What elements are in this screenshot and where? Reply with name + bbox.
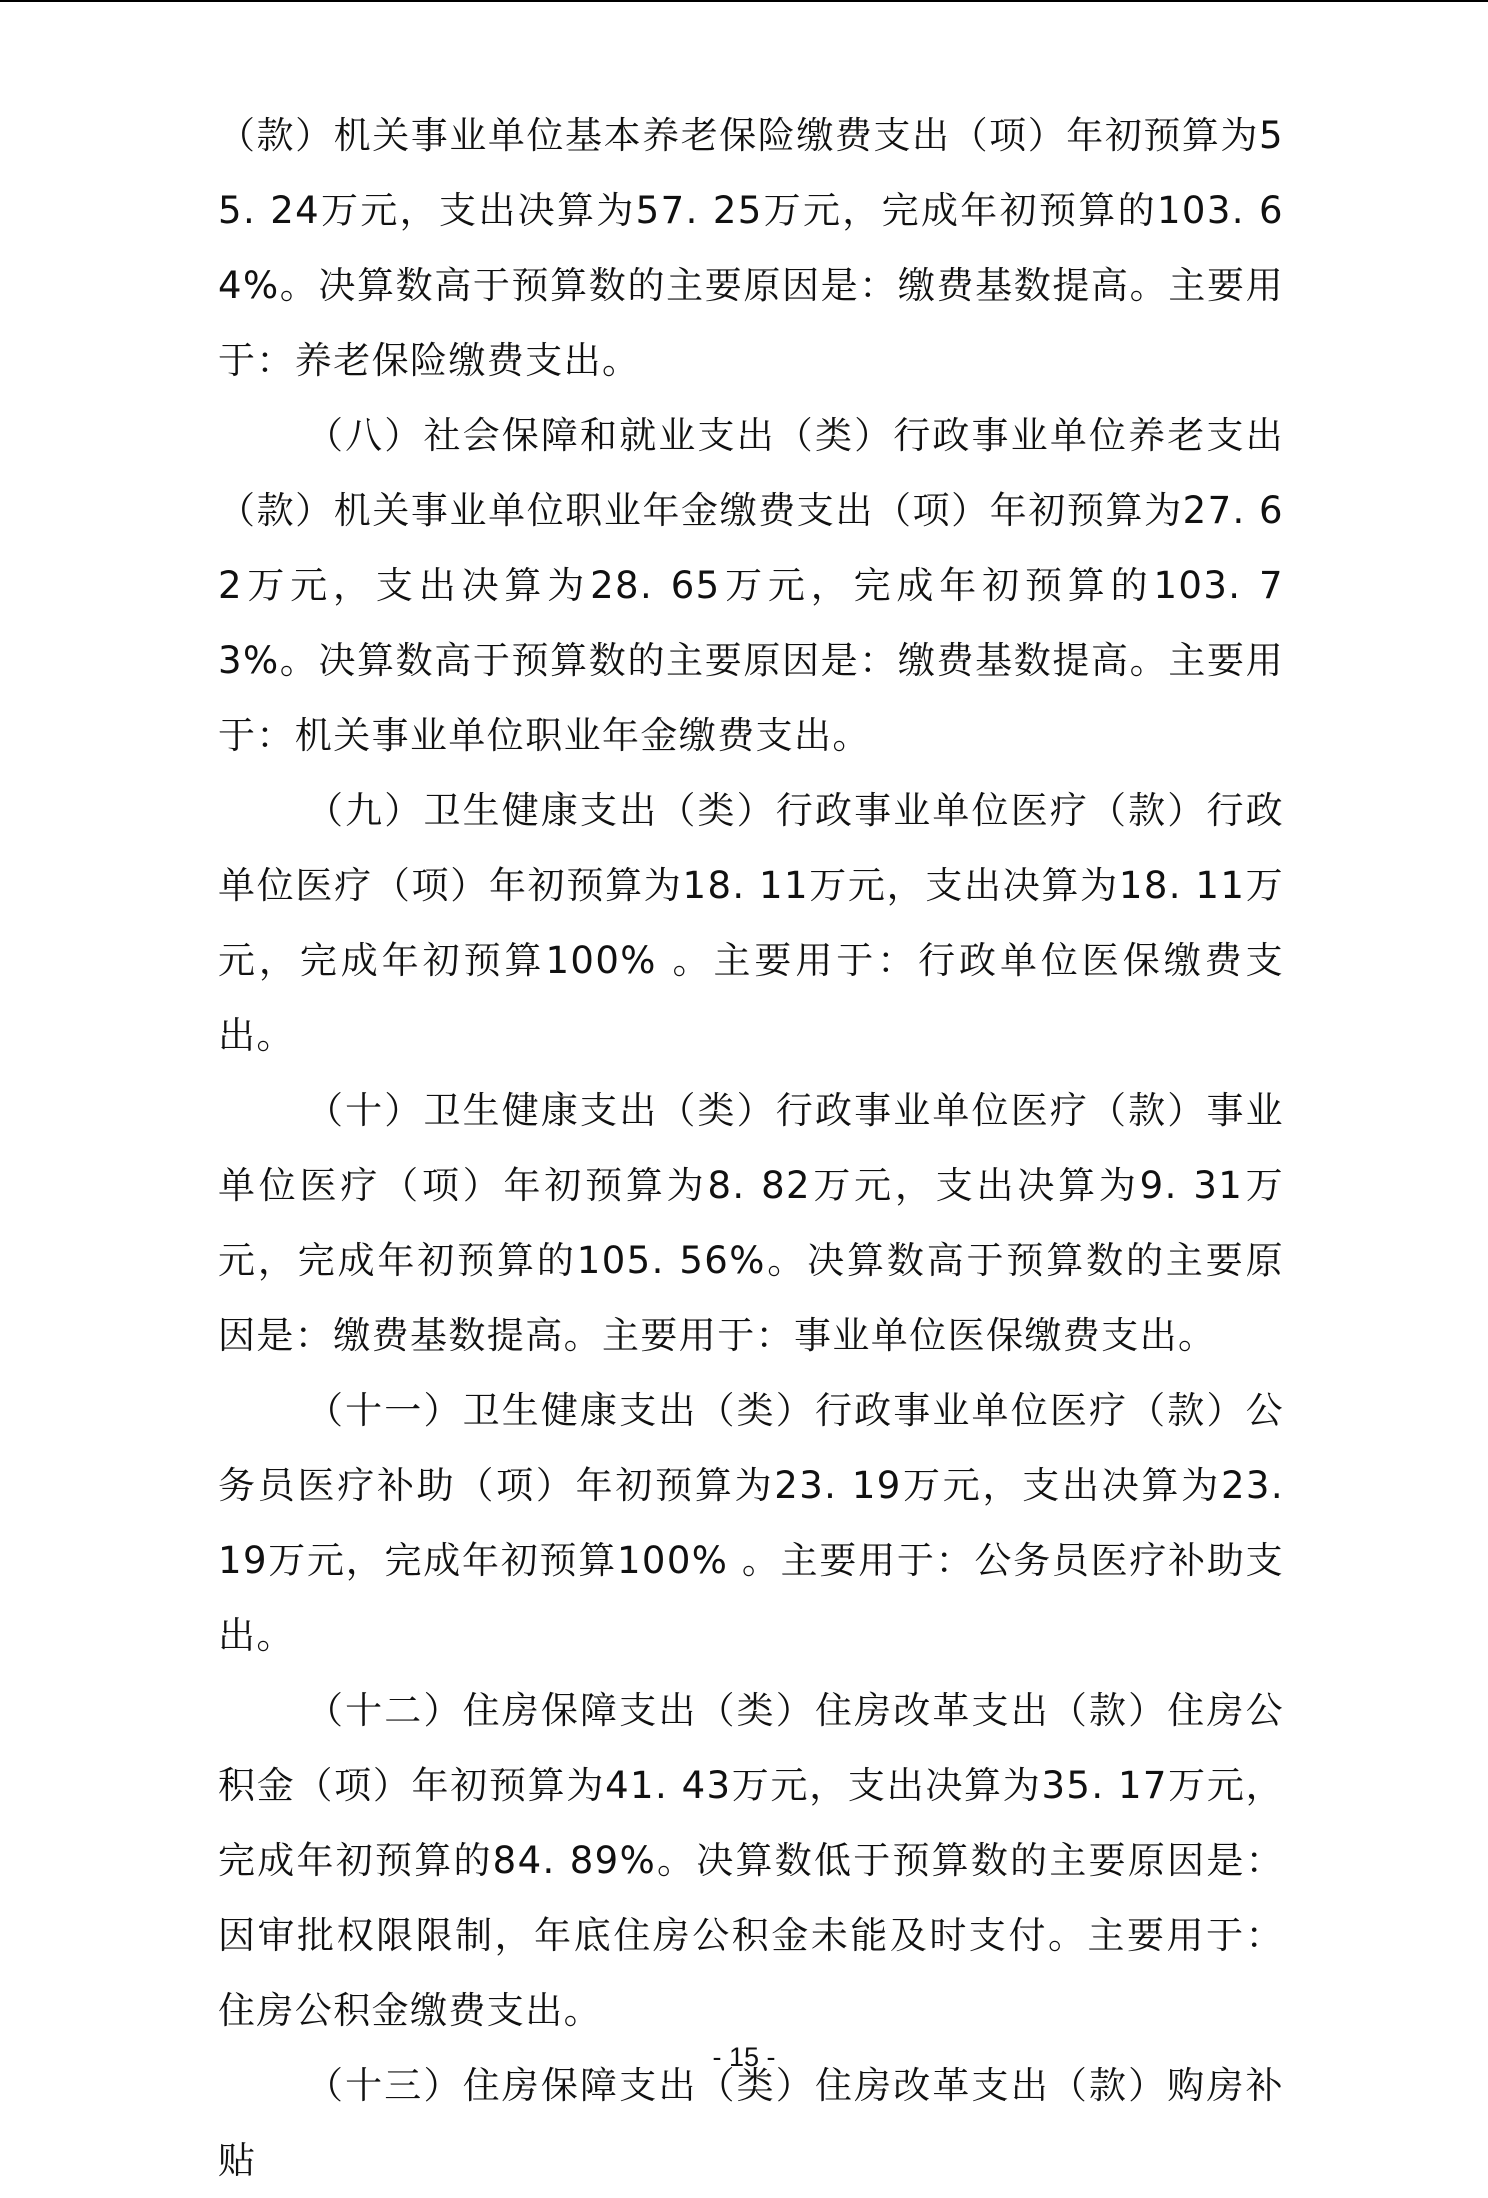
page-number: - 15 -: [712, 2042, 776, 2072]
paragraph-item-12-housing-provident-fund: （十二）住房保障支出（类）住房改革支出（款）住房公积金（项）年初预算为41. 43万元，支出决算为35. 17万元，完成年初预算的84. 89%。决算数低于预算数的主要原因是：因审批权限限制，年底住房公积金未能及时支付。主要用于：住房公积金缴费支出。: [218, 1689, 1284, 2032]
paragraph-item-9-administrative-medical: （九）卫生健康支出（类）行政事业单位医疗（款）行政单位医疗（项）年初预算为18. 11万元，支出决算为18. 11万元，完成年初预算100% 。主要用于：行政单位医保缴费支出。: [218, 789, 1284, 1057]
document-body: [218, 98, 1284, 2198]
paragraph-item-13-housing-subsidy: （十三）住房保障支出（类）住房改革支出（款）购房补贴: [218, 2064, 1284, 2182]
paragraph-item-8-occupational-annuity: （八）社会保障和就业支出（类）行政事业单位养老支出（款）机关事业单位职业年金缴费支出（项）年初预算为27. 62万元，支出决算为28. 65万元，完成年初预算的103. 73%。决算数高于预算数的主要原因是：缴费基数提高。主要用于：机关事业单位职业年金缴费支出。: [218, 414, 1284, 757]
paragraph-item-10-institution-medical: （十）卫生健康支出（类）行政事业单位医疗（款）事业单位医疗（项）年初预算为8. 82万元，支出决算为9. 31万元，完成年初预算的105. 56%。决算数高于预算数的主要原因是：缴费基数提高。主要用于：事业单位医保缴费支出。: [218, 1089, 1284, 1357]
paragraph-continuation-pension-insurance: （款）机关事业单位基本养老保险缴费支出（项）年初预算为55. 24万元，支出决算为57. 25万元，完成年初预算的103. 64%。决算数高于预算数的主要原因是：缴费基数提高。主要用于：养老保险缴费支出。: [218, 114, 1284, 382]
paragraph-item-11-civil-servant-medical-subsidy: （十一）卫生健康支出（类）行政事业单位医疗（款）公务员医疗补助（项）年初预算为23. 19万元，支出决算为23. 19万元，完成年初预算100% 。主要用于：公务员医疗补助支出。: [218, 1389, 1284, 1657]
